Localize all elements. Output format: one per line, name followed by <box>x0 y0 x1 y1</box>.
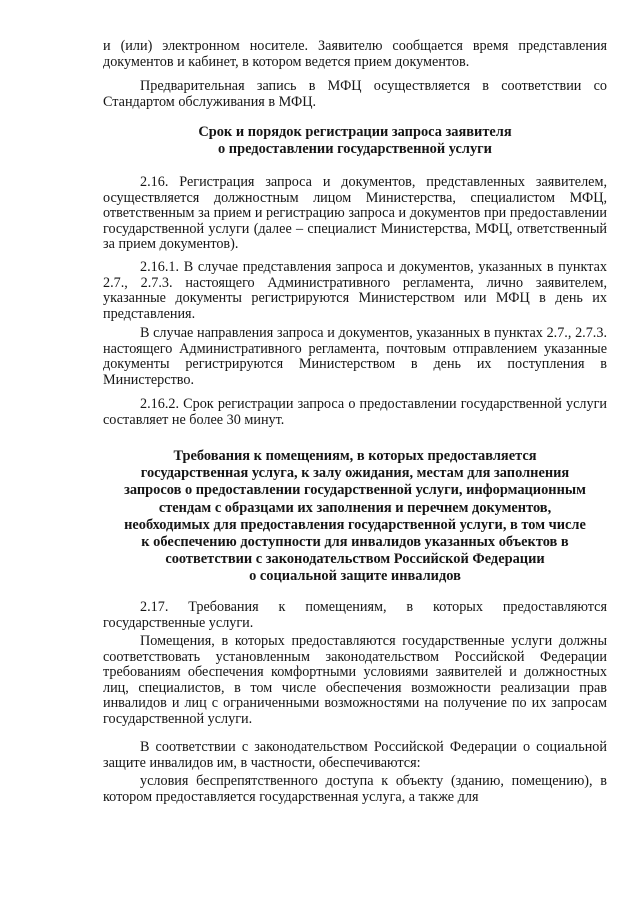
paragraph-2-16: 2.16. Регистрация запроса и документов, представленных заявителем, осуществляется должностным лицом Министерства, специалистом МФЦ, ответственным за прием и регистрацию запроса и документов при предоставлении государственной услуги (далее – специалист Министерства, МФЦ, ответственный за прием документов). <box>103 174 607 253</box>
heading-line: о предоставлении государственной услуги <box>218 141 492 158</box>
paragraph-mfc-appointment: Предварительная запись в МФЦ осуществляется в соответствии со Стандартом обслуживания в МФЦ. <box>103 78 607 110</box>
heading-line: к обеспечению доступности для инвалидов указанных объектов в <box>141 534 569 551</box>
paragraph-premises: Помещения, в которых предоставляются государственные услуги должны соответствовать установленным законодательством Российской Федерации требованиям обеспечения комфортными условиями заявителей и должностных лиц, специалистов, в том числе обеспечения возможности реализации прав инвалидов и лиц с ограниченными возможностями на получение по их запросам государственной услуги. <box>103 633 607 727</box>
section-heading-registration <box>90 124 620 158</box>
paragraph-postal-submission: В случае направления запроса и документов, указанных в пунктах 2.7., 2.7.3. настоящего Административного регламента, почтовым отправлением указанные документы регистрируются Министерством в день их поступления в Министерство. <box>103 325 607 388</box>
section-heading-premises-requirements <box>90 448 620 586</box>
heading-line: необходимых для предоставления государственной услуги, в том числе <box>124 516 586 533</box>
paragraph-2-16-2: 2.16.2. Срок регистрации запроса о предоставлении государственной услуги составляет не более 30 минут. <box>103 396 607 428</box>
paragraph-access-conditions: условия беспрепятственного доступа к объекту (зданию, помещению), в котором предоставляется государственная услуга, а также для <box>103 773 607 805</box>
paragraph-2-16-1: 2.16.1. В случае представления запроса и документов, указанных в пунктах 2.7., 2.7.3. настоящего Административного регламента, лично заявителем, указанные документы регистрируются Министерством или МФЦ в день их представления. <box>103 259 607 322</box>
heading-line: государственная услуга, к залу ожидания, местам для заполнения <box>140 465 570 482</box>
heading-line: Требования к помещениям, в которых предоставляется <box>173 448 537 464</box>
heading-line: о социальной защите инвалидов <box>249 568 461 585</box>
paragraph-continuation: и (или) электронном носителе. Заявителю сообщается время представления документов и кабинет, в котором ведется прием документов. <box>103 38 607 70</box>
paragraph-2-17: 2.17. Требования к помещениям, в которых предоставляются государственные услуги. <box>103 599 607 631</box>
paragraph-disability-law: В соответствии с законодательством Российской Федерации о социальной защите инвалидов им, в частности, обеспечиваются: <box>103 739 607 771</box>
heading-line: соответствии с законодательством Российской Федерации <box>165 551 545 568</box>
heading-line: запросов о предоставлении государственной услуги, информационным <box>124 482 586 499</box>
heading-line: стендам с образцами их заполнения и перечнем документов, <box>158 499 552 516</box>
heading-line: Срок и порядок регистрации запроса заявителя <box>198 124 512 140</box>
